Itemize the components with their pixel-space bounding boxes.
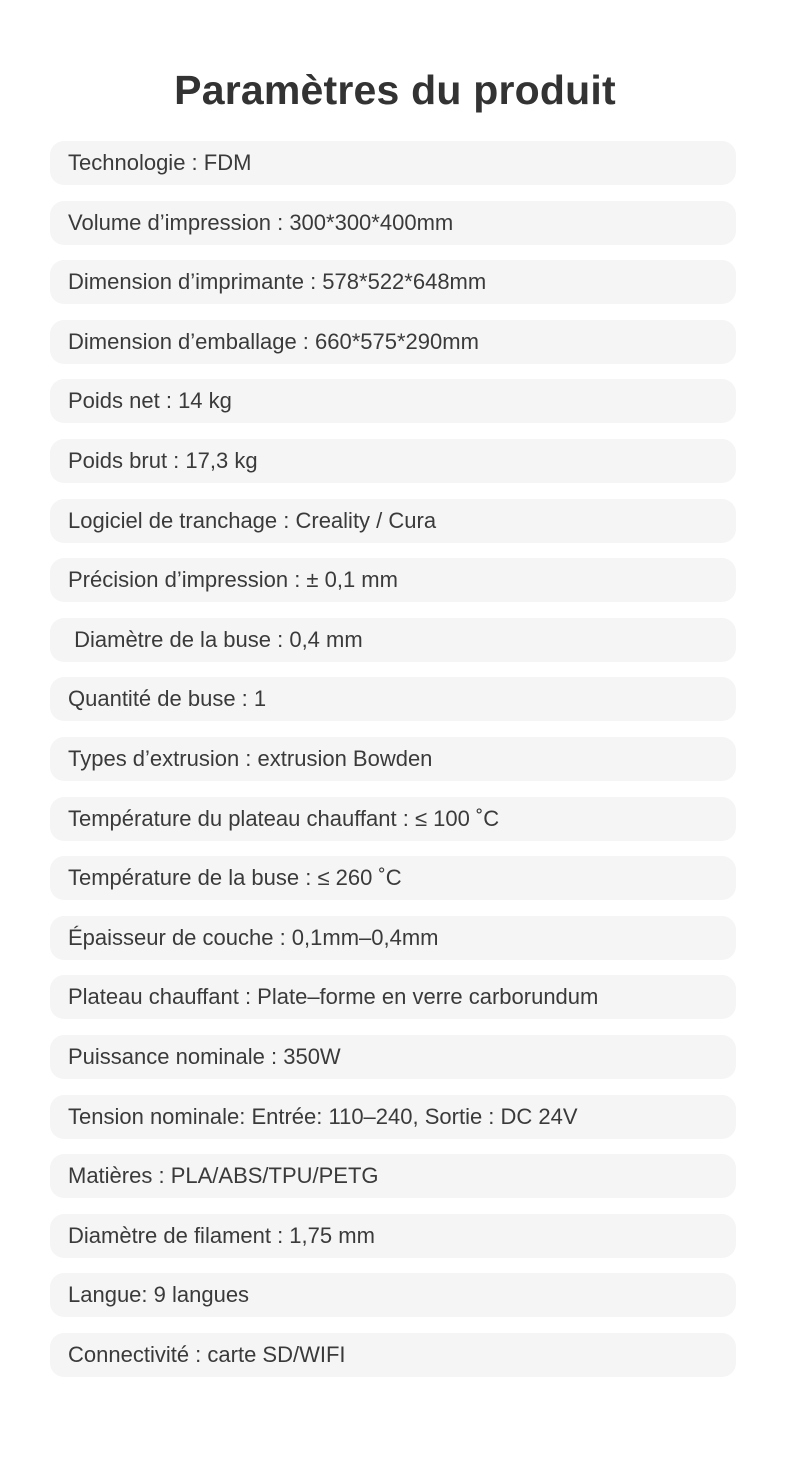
spec-row-rated-power: Puissance nominale : 350W: [50, 1035, 736, 1079]
spec-row-materials: Matières : PLA/ABS/TPU/PETG: [50, 1154, 736, 1198]
spec-row-nozzle-quantity: Quantité de buse : 1: [50, 677, 736, 721]
spec-row-language: Langue: 9 langues: [50, 1273, 736, 1317]
spec-row-bed-temperature: Température du plateau chauffant : ≤ 100 ˚C: [50, 797, 736, 841]
spec-row-connectivity: Connectivité : carte SD/WIFI: [50, 1333, 736, 1377]
spec-row-slicing-software: Logiciel de tranchage : Creality / Cura: [50, 499, 736, 543]
spec-list: [50, 141, 736, 1377]
spec-row-extrusion-type: Types d’extrusion : extrusion Bowden: [50, 737, 736, 781]
spec-row-rated-voltage: Tension nominale: Entrée: 110–240, Sortie : DC 24V: [50, 1095, 736, 1139]
spec-row-layer-thickness: Épaisseur de couche : 0,1mm–0,4mm: [50, 916, 736, 960]
spec-row-net-weight: Poids net : 14 kg: [50, 379, 736, 423]
spec-row-heated-bed: Plateau chauffant : Plate–forme en verre carborundum: [50, 975, 736, 1019]
spec-row-gross-weight: Poids brut : 17,3 kg: [50, 439, 736, 483]
spec-row-filament-diameter: Diamètre de filament : 1,75 mm: [50, 1214, 736, 1258]
page-title: Paramètres du produit: [174, 67, 616, 114]
spec-row-print-volume: Volume d’impression : 300*300*400mm: [50, 201, 736, 245]
spec-row-package-dimension: Dimension d’emballage : 660*575*290mm: [50, 320, 736, 364]
spec-row-technology: Technologie : FDM: [50, 141, 736, 185]
spec-row-printer-dimension: Dimension d’imprimante : 578*522*648mm: [50, 260, 736, 304]
spec-row-print-precision: Précision d’impression : ± 0,1 mm: [50, 558, 736, 602]
spec-row-nozzle-temperature: Température de la buse : ≤ 260 ˚C: [50, 856, 736, 900]
spec-row-nozzle-diameter: Diamètre de la buse : 0,4 mm: [50, 618, 736, 662]
